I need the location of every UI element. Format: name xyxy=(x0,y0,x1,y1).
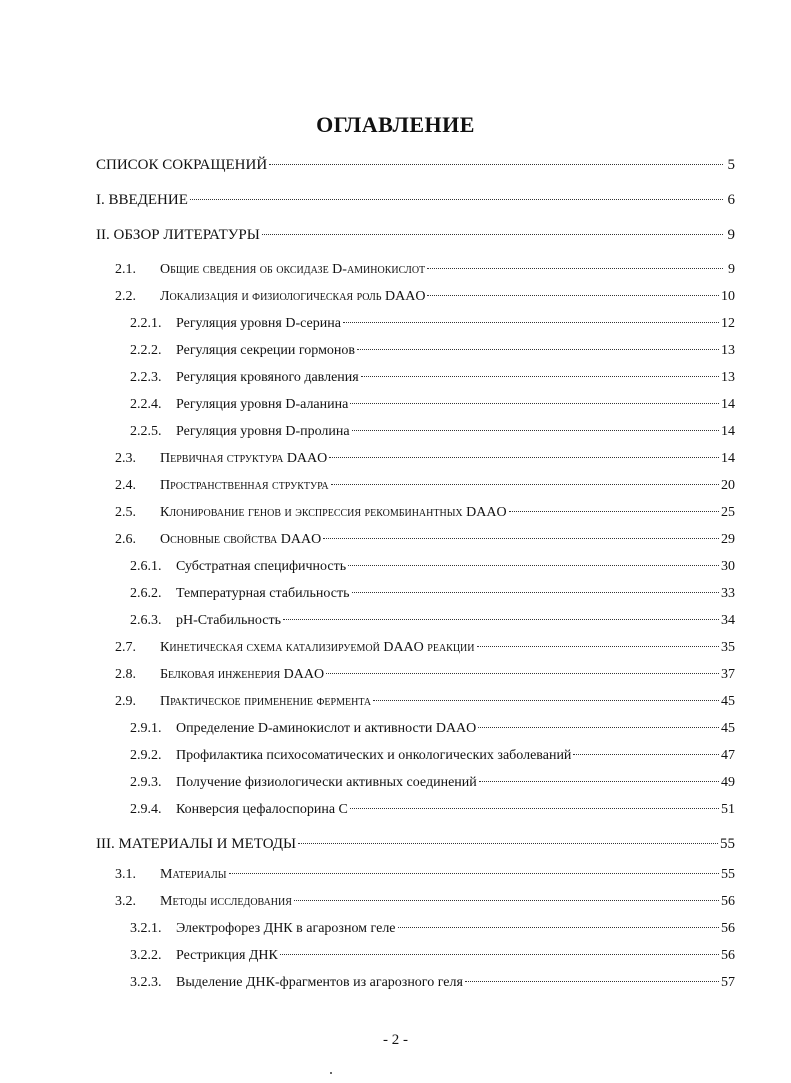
toc-entry-page: 57 xyxy=(721,975,735,990)
toc-entry xyxy=(130,342,735,360)
dot-leader xyxy=(465,981,719,982)
toc-entry-page: 37 xyxy=(721,667,735,682)
toc-entry xyxy=(115,531,735,549)
toc-entry xyxy=(115,261,735,279)
dot-leader xyxy=(283,619,719,620)
toc-entry xyxy=(130,801,735,819)
toc-entry xyxy=(96,835,735,853)
toc-entry xyxy=(130,774,735,792)
toc-entry-page: 56 xyxy=(721,921,735,936)
toc-entry-number: 3.2.1. xyxy=(130,921,162,936)
toc-entry-page: 13 xyxy=(721,370,735,385)
toc-entry xyxy=(130,315,735,333)
toc-entry-number: 3.2.3. xyxy=(130,975,162,990)
toc-entry-page: 6 xyxy=(727,192,735,208)
toc-entry xyxy=(115,288,735,306)
toc-entry-number: 2.4. xyxy=(115,478,136,493)
toc-entry-label: Материалы xyxy=(160,867,227,882)
dot-leader xyxy=(477,646,720,647)
dot-leader xyxy=(352,592,720,593)
toc-entry-label: Кинетическая схема катализируемой DAAO реакции xyxy=(160,640,475,655)
toc-entry-number: 2.2.1. xyxy=(130,316,162,331)
toc-entry xyxy=(115,693,735,711)
toc-entry-label: Клонирование генов и экспрессия рекомбинантных DAAO xyxy=(160,505,507,520)
toc-entry-number: 2.2.4. xyxy=(130,397,162,412)
toc-entry-page: 14 xyxy=(721,424,735,439)
toc-entry-page: 33 xyxy=(721,586,735,601)
toc-entry-label: Практическое применение фермента xyxy=(160,694,372,709)
toc-entry-label: рН-Стабильность xyxy=(176,613,281,628)
page-number: - 2 - xyxy=(383,1032,408,1048)
scan-speck xyxy=(330,1072,332,1074)
toc-entry xyxy=(96,226,735,244)
toc-entry xyxy=(130,612,735,630)
toc-entry-page: 55 xyxy=(721,867,735,882)
toc-entry-page: 13 xyxy=(721,343,735,358)
toc-entry-label: Выделение ДНК-фрагментов из агарозного геля xyxy=(176,975,463,990)
toc-entry-label: Основные свойства DAAO xyxy=(160,532,322,547)
toc-entry-label: Регуляция кровяного давления xyxy=(176,370,359,385)
dot-leader xyxy=(269,164,723,165)
dot-leader xyxy=(350,403,719,404)
toc-entry-page: 12 xyxy=(721,316,735,331)
toc-entry-number: 2.2.5. xyxy=(130,424,162,439)
dot-leader xyxy=(294,900,719,901)
dot-leader xyxy=(427,295,719,296)
toc-entry xyxy=(115,504,735,522)
toc-entry-number: 3.2.2. xyxy=(130,948,162,963)
dot-leader xyxy=(326,673,719,674)
toc-entry-label: Определение D-аминокислот и активности DAAO xyxy=(176,721,477,736)
toc-entry xyxy=(130,369,735,387)
toc-entry-label: Методы исследования xyxy=(160,894,292,909)
toc-entry-label: Регуляция уровня D-аланина xyxy=(176,397,349,412)
toc-entry-page: 20 xyxy=(721,478,735,493)
toc-entry-label: Электрофорез ДНК в агарозном геле xyxy=(176,921,396,936)
dot-leader xyxy=(427,268,723,269)
dot-leader xyxy=(352,430,719,431)
toc-entry-number: 2.6.2. xyxy=(130,586,162,601)
toc-entry-page: 5 xyxy=(727,157,735,173)
toc-entry-number: 2.5. xyxy=(115,505,136,520)
toc-entry-label: Рестрикция ДНК xyxy=(176,948,278,963)
toc-entry-label: СПИСОК СОКРАЩЕНИЙ xyxy=(96,157,268,173)
dot-leader xyxy=(323,538,719,539)
toc-entry-number: 2.1. xyxy=(115,262,136,277)
toc-entry xyxy=(130,396,735,414)
toc-entry-label: Регуляция уровня D-пролина xyxy=(176,424,350,439)
toc-entry-page: 47 xyxy=(721,748,735,763)
toc-entry-label: Конверсия цефалоспорина С xyxy=(176,802,348,817)
toc-entry xyxy=(115,639,735,657)
toc-entry-label: III. МАТЕРИАЛЫ И МЕТОДЫ xyxy=(96,836,297,852)
toc-entry-label: Температурная стабильность xyxy=(176,586,350,601)
dot-leader xyxy=(373,700,719,701)
dot-leader xyxy=(329,457,719,458)
toc-entry-page: 35 xyxy=(721,640,735,655)
toc-entry-page: 45 xyxy=(721,694,735,709)
toc-entry xyxy=(130,920,735,938)
toc-entry xyxy=(115,666,735,684)
toc-entry xyxy=(130,747,735,765)
toc-entry-page: 29 xyxy=(721,532,735,547)
dot-leader xyxy=(361,376,719,377)
dot-leader xyxy=(348,565,719,566)
dot-leader xyxy=(280,954,719,955)
toc-entry-page: 10 xyxy=(721,289,735,304)
toc-entry-label: Субстратная специфичность xyxy=(176,559,347,574)
toc-entry-label: Получение физиологически активных соединений xyxy=(176,775,477,790)
toc-entry-page: 55 xyxy=(720,836,735,852)
toc-entry-number: 2.6. xyxy=(115,532,136,547)
toc-entry-label: Общие сведения об оксидазе D-аминокислот xyxy=(160,262,426,277)
dot-leader xyxy=(573,754,719,755)
toc-entry-number: 2.2.2. xyxy=(130,343,162,358)
toc-entry-page: 49 xyxy=(721,775,735,790)
toc-entry-number: 2.8. xyxy=(115,667,136,682)
dot-leader xyxy=(229,873,719,874)
toc-entry-label: Пространственная структура xyxy=(160,478,329,493)
dot-leader xyxy=(398,927,719,928)
toc-entry-number: 2.9.3. xyxy=(130,775,162,790)
toc-entry-page: 9 xyxy=(728,262,735,277)
toc-entry-page: 14 xyxy=(721,397,735,412)
toc-entry-number: 2.9.1. xyxy=(130,721,162,736)
toc-entry-number: 2.2. xyxy=(115,289,136,304)
toc-entry-label: II. ОБЗОР ЛИТЕРАТУРЫ xyxy=(96,227,260,243)
toc-entry-number: 2.6.3. xyxy=(130,613,162,628)
toc-entry-number: 2.9.4. xyxy=(130,802,162,817)
toc-entry xyxy=(115,893,735,911)
dot-leader xyxy=(478,727,719,728)
toc-entry xyxy=(130,585,735,603)
toc-entry-label: I. ВВЕДЕНИЕ xyxy=(96,192,188,208)
toc-entry xyxy=(115,450,735,468)
dot-leader xyxy=(190,199,723,200)
dot-leader xyxy=(262,234,723,235)
toc-entry-page: 34 xyxy=(721,613,735,628)
toc-entry-label: Регуляция уровня D-серина xyxy=(176,316,341,331)
toc-entry xyxy=(130,720,735,738)
toc-entry-number: 2.9.2. xyxy=(130,748,162,763)
toc-entry-page: 51 xyxy=(721,802,735,817)
toc-entry-label: Профилактика психосоматических и онкологических заболеваний xyxy=(176,748,572,763)
toc-entry xyxy=(115,477,735,495)
dot-leader xyxy=(350,808,719,809)
toc-entry xyxy=(96,156,735,174)
toc-entry-number: 2.7. xyxy=(115,640,136,655)
toc-entry-label: Первичная структура DAAO xyxy=(160,451,328,466)
toc-entry xyxy=(96,191,735,209)
toc-entry xyxy=(130,947,735,965)
toc-entry-page: 30 xyxy=(721,559,735,574)
toc-entry-number: 3.1. xyxy=(115,867,136,882)
toc-entry-label: Белковая инженерия DAAO xyxy=(160,667,325,682)
toc-entry-label: Локализация и физиологическая роль DAAO xyxy=(160,289,426,304)
toc-entry-page: 9 xyxy=(727,227,735,243)
dot-leader xyxy=(331,484,719,485)
toc-entry-number: 3.2. xyxy=(115,894,136,909)
toc-entry xyxy=(130,558,735,576)
toc-entry xyxy=(130,423,735,441)
toc-entry xyxy=(130,974,735,992)
toc-entry-page: 14 xyxy=(721,451,735,466)
toc-entry-number: 2.3. xyxy=(115,451,136,466)
toc-entry-page: 56 xyxy=(721,948,735,963)
dot-leader xyxy=(357,349,719,350)
toc-entry-number: 2.6.1. xyxy=(130,559,162,574)
toc-entry-page: 56 xyxy=(721,894,735,909)
toc-entry-number: 2.2.3. xyxy=(130,370,162,385)
dot-leader xyxy=(298,843,718,844)
toc-entry-page: 45 xyxy=(721,721,735,736)
toc-entry-number: 2.9. xyxy=(115,694,136,709)
toc-entry xyxy=(115,866,735,884)
dot-leader xyxy=(343,322,719,323)
page-title: ОГЛАВЛЕНИЕ xyxy=(316,112,475,137)
toc-entry-label: Регуляция секреции гормонов xyxy=(176,343,356,358)
toc-entry-page: 25 xyxy=(721,505,735,520)
dot-leader xyxy=(509,511,719,512)
dot-leader xyxy=(479,781,719,782)
